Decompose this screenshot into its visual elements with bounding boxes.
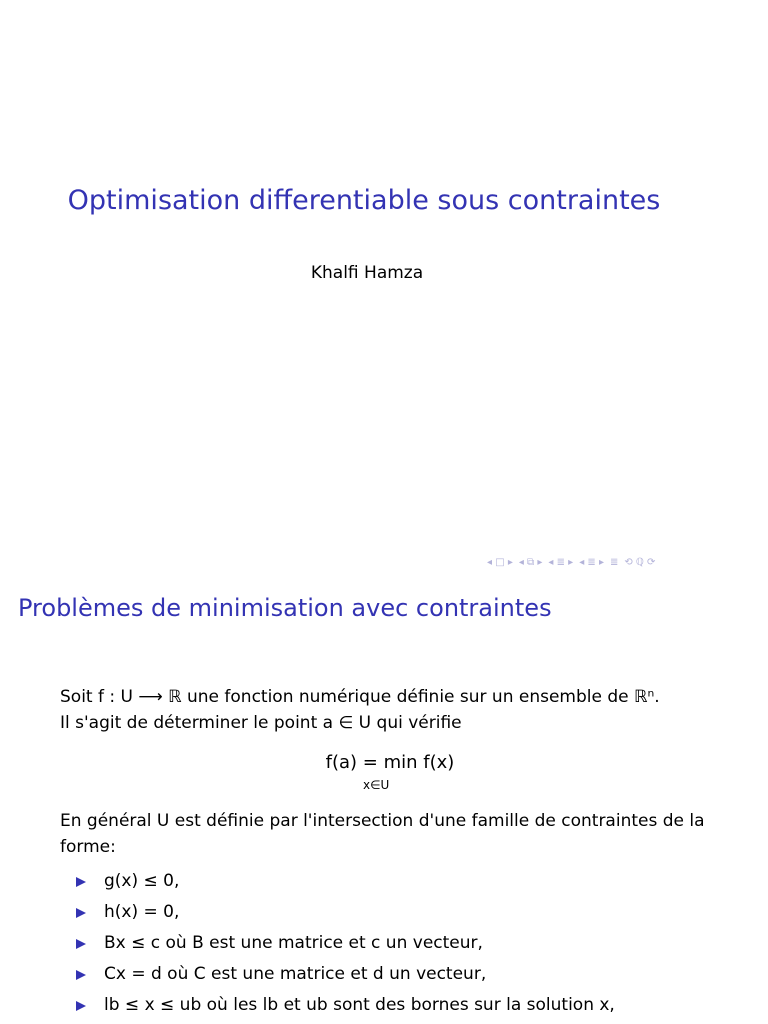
minimization-equation bbox=[60, 750, 720, 792]
list-item: lb ≤ x ≤ ub où les lb et ub sont des bornes sur la solution x, bbox=[76, 990, 720, 1021]
bullet-triangle-icon bbox=[76, 939, 86, 949]
equation-subscript: x∈U bbox=[363, 778, 390, 792]
list-item: Bx ≤ c où B est une matrice et c un vecteur, bbox=[76, 928, 720, 959]
intro-line-1: Soit f : U ⟶ ℝ une fonction numérique définie sur un ensemble de ℝⁿ. bbox=[60, 687, 660, 707]
bullet-triangle-icon bbox=[76, 1001, 86, 1011]
bullet-triangle-icon bbox=[76, 908, 86, 918]
nav-align-icon[interactable]: ≣ bbox=[609, 557, 619, 568]
frame-title: Problèmes de minimisation avec contraintes bbox=[18, 594, 552, 622]
nav-section-icon[interactable]: ◂ ≣ ▸ bbox=[548, 557, 574, 568]
nav-subsection-icon[interactable]: ◂ ⧉ ▸ bbox=[518, 557, 543, 568]
list-item: h(x) = 0, bbox=[76, 897, 720, 928]
nav-section2-icon[interactable]: ◂ ≣ ▸ bbox=[579, 557, 604, 568]
bullet-triangle-icon bbox=[76, 877, 86, 887]
beamer-navigation bbox=[487, 557, 655, 568]
intro-line-2: Il s'agit de déterminer le point a ∈ U qui vérifie bbox=[60, 713, 462, 733]
nav-search-icon[interactable]: ⟲ ℚ ⟳ bbox=[624, 557, 656, 568]
equation-main: f(a) = min f(x) bbox=[325, 752, 455, 773]
list-item: Cx = d où C est une matrice et d un vecteur, bbox=[76, 959, 720, 990]
slide-body bbox=[60, 684, 720, 1021]
author-name: Khalfi Hamza bbox=[310, 263, 424, 283]
bullet-triangle-icon bbox=[76, 970, 86, 980]
list-item: g(x) ≤ 0, bbox=[76, 866, 720, 897]
general-text: En général U est définie par l'intersection d'une famille de contraintes de la forme: bbox=[60, 811, 705, 857]
nav-frame-icon[interactable]: ◂ □ ▸ bbox=[487, 557, 513, 568]
presentation-title: Optimisation differentiable sous contraintes bbox=[67, 185, 661, 216]
constraints-list bbox=[60, 866, 720, 1021]
content-slide bbox=[0, 576, 768, 1024]
